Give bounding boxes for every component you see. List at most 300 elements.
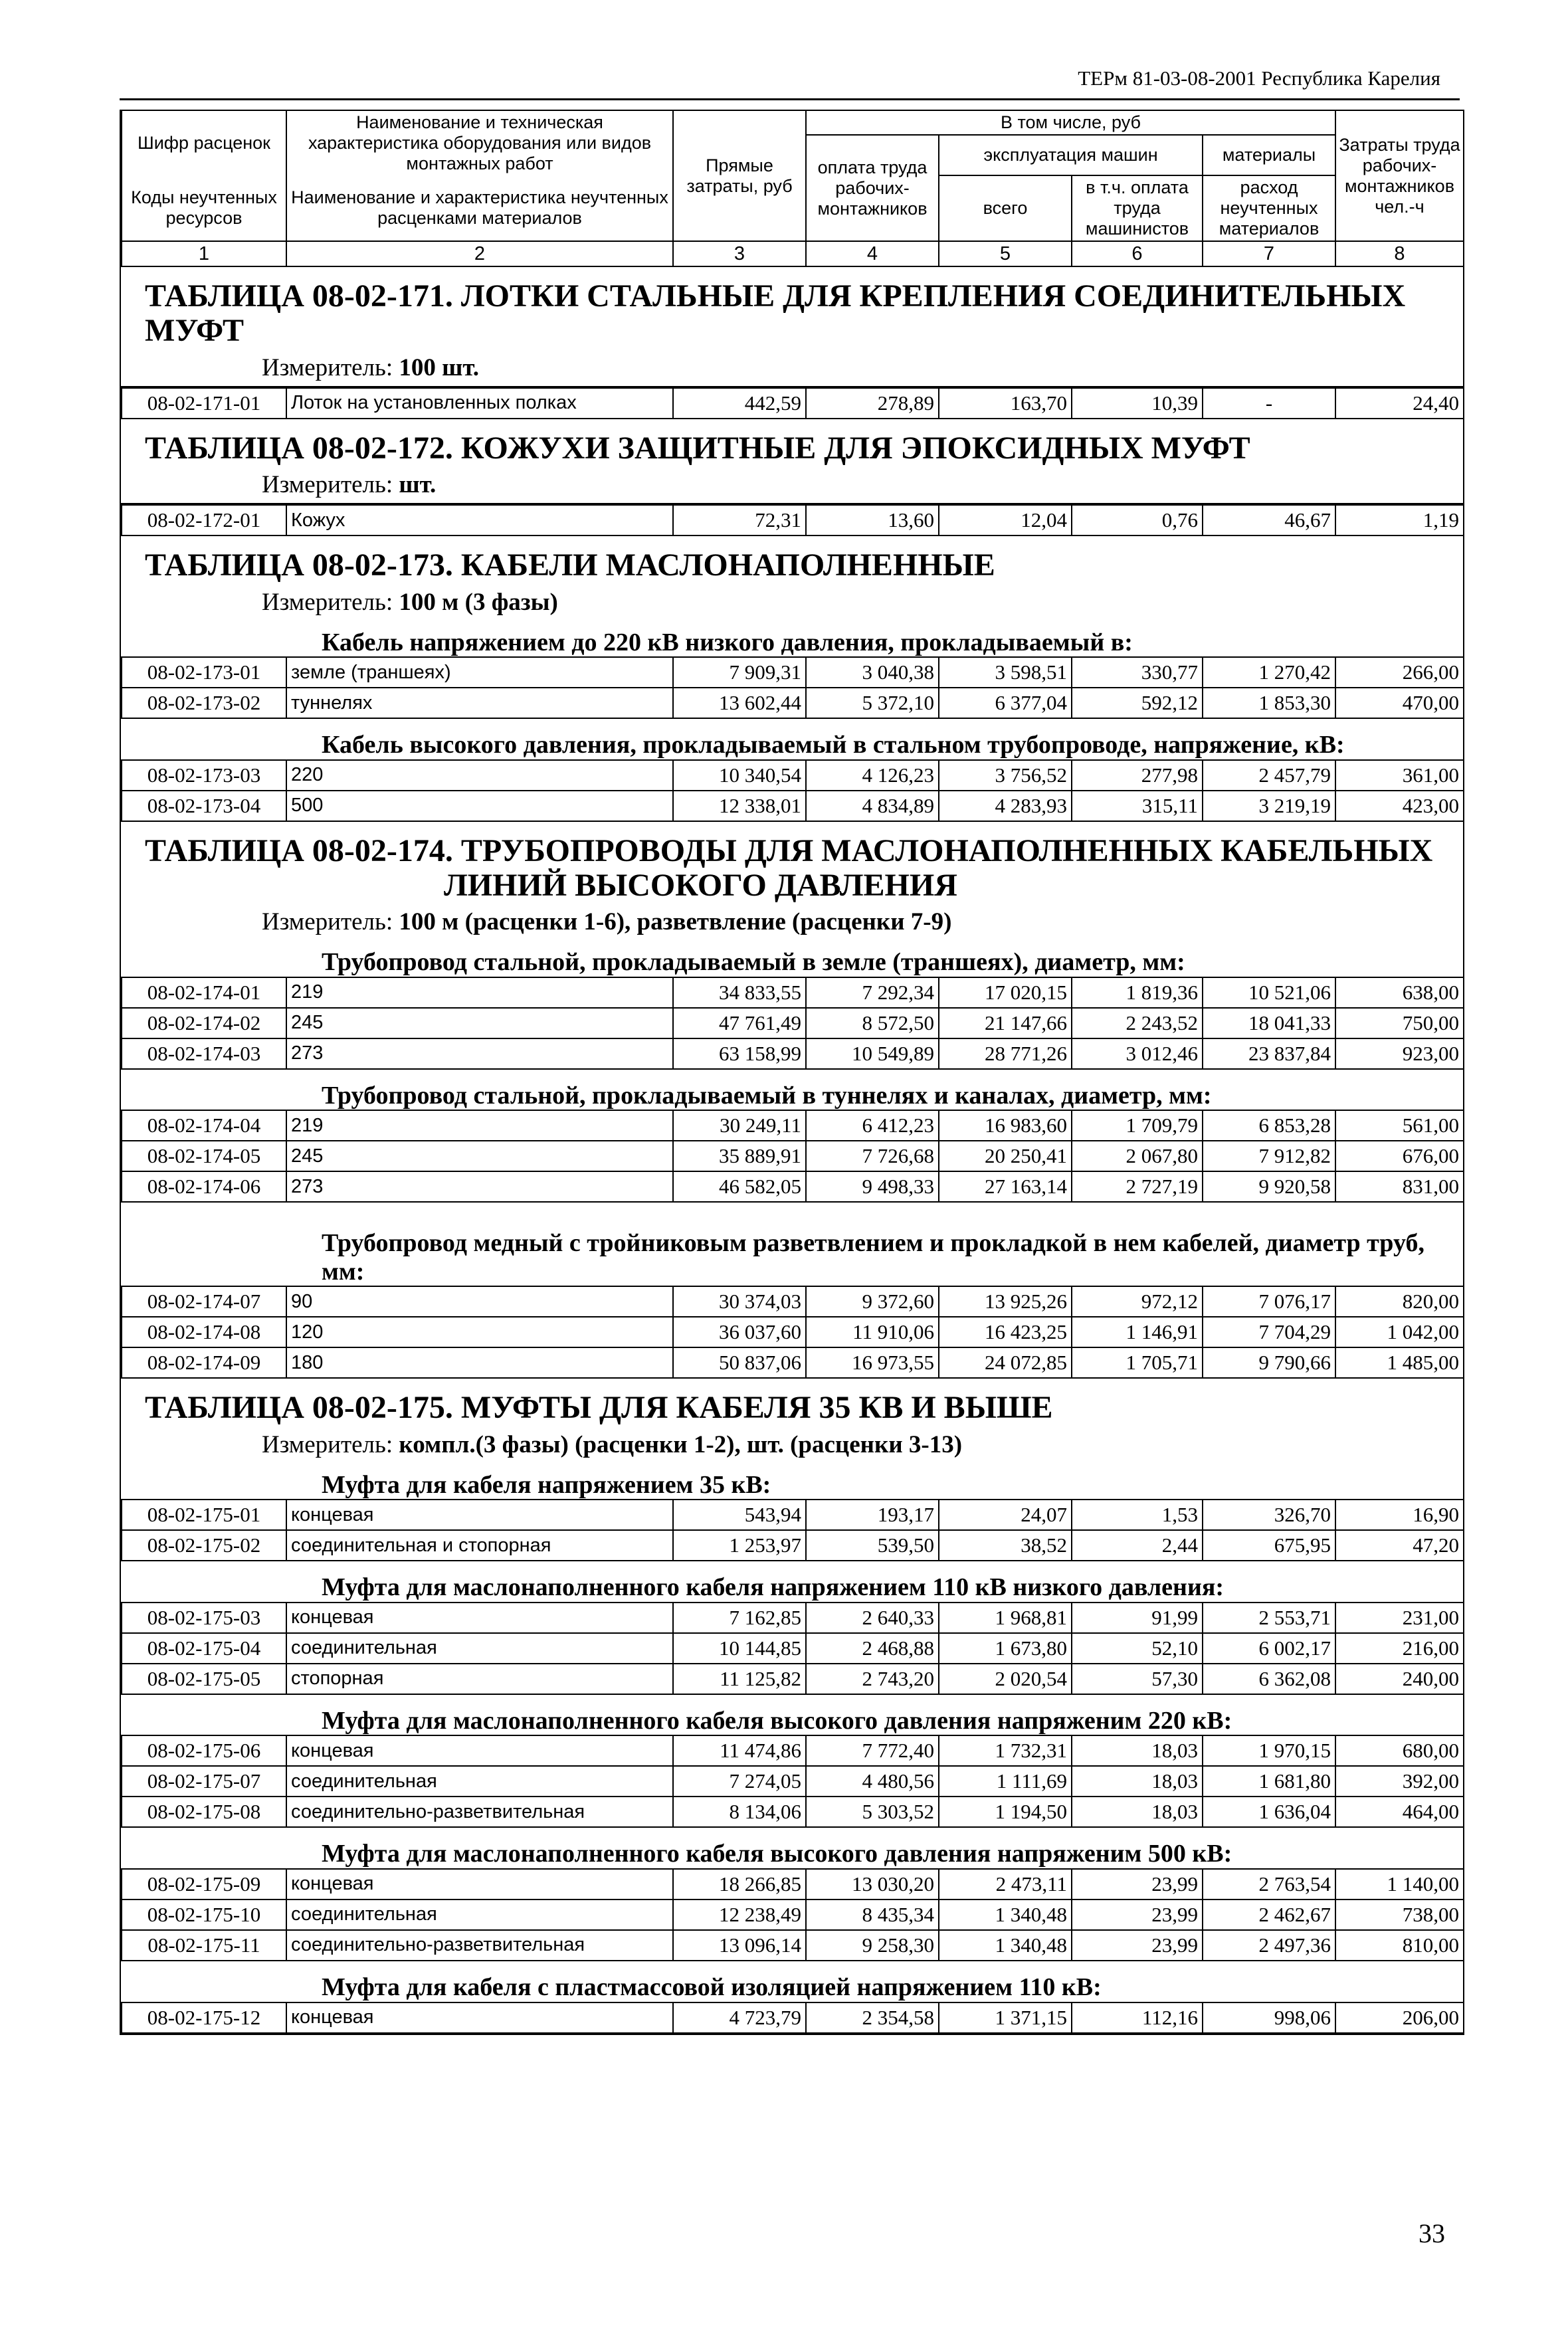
table-title-continuation: ЛИНИЙ ВЫСОКОГО ДАВЛЕНИЯ <box>444 867 957 903</box>
cell-value: 464,00 <box>1335 1797 1464 1827</box>
cell-value: 1 732,31 <box>939 1735 1072 1766</box>
cell-value: 27 163,14 <box>939 1171 1072 1202</box>
col-materials-unaccounted: расход неучтенных материалов <box>1203 175 1335 241</box>
cell-cipher: 08-02-175-11 <box>122 1930 286 1961</box>
cell-value: 539,50 <box>806 1530 939 1561</box>
cell-value: 6 377,04 <box>939 688 1072 718</box>
cell-cipher: 08-02-175-01 <box>122 1500 286 1530</box>
cell-value: 2 020,54 <box>939 1664 1072 1694</box>
cell-cipher: 08-02-175-07 <box>122 1766 286 1797</box>
table-section <box>121 419 1463 537</box>
cell-value: 1 968,81 <box>939 1603 1072 1633</box>
cell-name: 219 <box>286 1110 673 1141</box>
column-header <box>121 110 1464 267</box>
cell-value: 2,44 <box>1072 1530 1203 1561</box>
col-machinists-pay: в т.ч. оплата труда машинистов <box>1072 175 1203 241</box>
cell-value: 16 983,60 <box>939 1110 1072 1141</box>
rates-table <box>121 1499 1464 1561</box>
cell-value: 13 602,44 <box>673 688 806 718</box>
cell-value: 4 834,89 <box>806 791 939 821</box>
cell-value: 18 041,33 <box>1203 1008 1335 1038</box>
measure-unit <box>121 355 1463 382</box>
cell-cipher: 08-02-175-03 <box>122 1603 286 1633</box>
table-title-text: ТАБЛИЦА 08-02-171. ЛОТКИ СТАЛЬНЫЕ ДЛЯ КРЕПЛЕНИЯ СОЕДИНИТЕЛЬНЫХ МУФТ <box>145 278 1406 349</box>
measure-label: Измеритель: <box>262 588 393 616</box>
table-title-text: ТАБЛИЦА 08-02-172. КОЖУХИ ЗАЩИТНЫЕ ДЛЯ ЭПОКСИДНЫХ МУФТ <box>145 430 1250 466</box>
rates-table <box>121 1735 1464 1828</box>
measure-label: Измеритель: <box>262 471 393 499</box>
table-row <box>122 1633 1464 1664</box>
cell-value: 23,99 <box>1072 1869 1203 1900</box>
cell-value: 2 727,19 <box>1072 1171 1203 1202</box>
cell-value: 47 761,49 <box>673 1008 806 1038</box>
measure-label: Измеритель: <box>262 353 393 381</box>
table-row <box>122 760 1464 791</box>
cell-cipher: 08-02-173-02 <box>122 688 286 718</box>
col-labor-pay: оплата труда рабочих-монтажников <box>806 135 939 241</box>
col-name-materials: Наименование и характеристика неучтенных расценками материалов <box>286 175 673 241</box>
cell-value: 6 362,08 <box>1203 1664 1335 1694</box>
table-row <box>122 1500 1464 1530</box>
cell-value: 4 723,79 <box>673 2002 806 2033</box>
cell-value: 315,11 <box>1072 791 1203 821</box>
cell-value: 330,77 <box>1072 657 1203 688</box>
cell-value: 680,00 <box>1335 1735 1464 1766</box>
cell-value: 17 020,15 <box>939 977 1072 1008</box>
group-heading: Муфта для маслонаполненного кабеля высокого давления напряженим 220 кВ: <box>322 1706 1232 1735</box>
cell-value: 9 258,30 <box>806 1930 939 1961</box>
section-rule <box>121 382 1463 387</box>
cell-name: концевая <box>286 1869 673 1900</box>
cell-value: 2 763,54 <box>1203 1869 1335 1900</box>
cell-value: 13 925,26 <box>939 1286 1072 1317</box>
cell-name: концевая <box>286 1500 673 1530</box>
cell-value: 7 912,82 <box>1203 1141 1335 1171</box>
cell-cipher: 08-02-175-04 <box>122 1633 286 1664</box>
table-row <box>122 1869 1464 1900</box>
cell-value: 112,16 <box>1072 2002 1203 2033</box>
rates-table <box>121 387 1464 419</box>
cell-value: 3 598,51 <box>939 657 1072 688</box>
cell-value: 16 973,55 <box>806 1347 939 1378</box>
cell-value: 9 498,33 <box>806 1171 939 1202</box>
cell-value: 1 340,48 <box>939 1900 1072 1930</box>
table-row <box>122 1038 1464 1069</box>
cell-name: туннелях <box>286 688 673 718</box>
cell-value: - <box>1203 388 1335 419</box>
cell-value: 810,00 <box>1335 1930 1464 1961</box>
cell-value: 24,40 <box>1335 388 1464 419</box>
table-row <box>122 1797 1464 1827</box>
table-section <box>121 267 1463 419</box>
col-cipher: Шифр расценок <box>122 110 286 175</box>
cell-name: 180 <box>286 1347 673 1378</box>
table-title-text: ТАБЛИЦА 08-02-173. КАБЕЛИ МАСЛОНАПОЛНЕННЫЕ <box>145 547 995 583</box>
cell-value: 638,00 <box>1335 977 1464 1008</box>
table-row <box>122 1286 1464 1317</box>
cell-value: 12,04 <box>939 505 1072 536</box>
cell-value: 470,00 <box>1335 688 1464 718</box>
page-number: 33 <box>1419 2218 1445 2248</box>
cell-name: 245 <box>286 1008 673 1038</box>
cell-value: 7 162,85 <box>673 1603 806 1633</box>
cell-name: соединительная <box>286 1900 673 1930</box>
cell-value: 266,00 <box>1335 657 1464 688</box>
group-heading: Муфта для маслонаполненного кабеля высокого давления напряженим 500 кВ: <box>322 1840 1232 1868</box>
table-section <box>121 536 1463 822</box>
cell-value: 10 521,06 <box>1203 977 1335 1008</box>
table-row <box>122 388 1464 419</box>
measure-value: компл.(3 фазы) (расценки 1-2), шт. (расценки 3-13) <box>399 1431 963 1459</box>
cell-value: 11 910,06 <box>806 1317 939 1347</box>
cell-value: 423,00 <box>1335 791 1464 821</box>
cell-value: 23,99 <box>1072 1930 1203 1961</box>
cell-cipher: 08-02-173-04 <box>122 791 286 821</box>
col-number: 6 <box>1072 241 1203 266</box>
cell-value: 163,70 <box>939 388 1072 419</box>
cell-value: 20 250,41 <box>939 1141 1072 1171</box>
table-row <box>122 1930 1464 1961</box>
col-including: В том числе, руб <box>806 110 1335 135</box>
cell-value: 216,00 <box>1335 1633 1464 1664</box>
cell-value: 277,98 <box>1072 760 1203 791</box>
cell-cipher: 08-02-173-01 <box>122 657 286 688</box>
cell-value: 1 819,36 <box>1072 977 1203 1008</box>
cell-value: 10,39 <box>1072 388 1203 419</box>
cell-value: 923,00 <box>1335 1038 1464 1069</box>
col-materials: материалы <box>1203 135 1335 175</box>
measure-value: шт. <box>399 471 437 499</box>
col-machines-total: всего <box>939 175 1072 241</box>
cell-name: 500 <box>286 791 673 821</box>
cell-name: соединительная и стопорная <box>286 1530 673 1561</box>
table-title <box>121 279 1463 348</box>
rates-table <box>121 1602 1464 1695</box>
cell-value: 1 636,04 <box>1203 1797 1335 1827</box>
cell-value: 8 572,50 <box>806 1008 939 1038</box>
rates-table <box>121 1110 1464 1203</box>
cell-value: 11 474,86 <box>673 1735 806 1766</box>
cell-value: 1 709,79 <box>1072 1110 1203 1141</box>
cell-value: 12 338,01 <box>673 791 806 821</box>
cell-name: 219 <box>286 977 673 1008</box>
cell-value: 972,12 <box>1072 1286 1203 1317</box>
cell-value: 1 970,15 <box>1203 1735 1335 1766</box>
cell-value: 738,00 <box>1335 1900 1464 1930</box>
table-title <box>121 548 1463 583</box>
cell-value: 10 549,89 <box>806 1038 939 1069</box>
cell-name: 220 <box>286 760 673 791</box>
cell-value: 11 125,82 <box>673 1664 806 1694</box>
cell-value: 2 553,71 <box>1203 1603 1335 1633</box>
group-heading: Муфта для кабеля с пластмассовой изоляцией напряжением 110 кВ: <box>322 1973 1102 2001</box>
cell-value: 1 340,48 <box>939 1930 1072 1961</box>
cell-value: 3 756,52 <box>939 760 1072 791</box>
col-number: 5 <box>939 241 1072 266</box>
group-heading: Муфта для кабеля напряжением 35 кВ: <box>322 1470 771 1499</box>
cell-value: 9 790,66 <box>1203 1347 1335 1378</box>
cell-value: 1 270,42 <box>1203 657 1335 688</box>
cell-value: 831,00 <box>1335 1171 1464 1202</box>
table-row <box>122 1664 1464 1694</box>
cell-value: 10 144,85 <box>673 1633 806 1664</box>
cell-cipher: 08-02-171-01 <box>122 388 286 419</box>
cell-value: 231,00 <box>1335 1603 1464 1633</box>
cell-value: 8 134,06 <box>673 1797 806 1827</box>
cell-value: 9 920,58 <box>1203 1171 1335 1202</box>
rates-table <box>121 1286 1464 1379</box>
rates-table <box>121 759 1464 822</box>
cell-value: 7 726,68 <box>806 1141 939 1171</box>
cell-value: 998,06 <box>1203 2002 1335 2033</box>
cell-name: земле (траншеях) <box>286 657 673 688</box>
table-row <box>122 977 1464 1008</box>
measure-value: 100 шт. <box>399 353 480 381</box>
cell-cipher: 08-02-175-08 <box>122 1797 286 1827</box>
group-heading: Муфта для маслонаполненного кабеля напряжением 110 кВ низкого давления: <box>322 1573 1225 1602</box>
cell-value: 2 067,80 <box>1072 1141 1203 1171</box>
cell-value: 4 283,93 <box>939 791 1072 821</box>
cell-name: 90 <box>286 1286 673 1317</box>
sections-container <box>121 267 1463 2033</box>
cell-value: 1,53 <box>1072 1500 1203 1530</box>
cell-value: 46,67 <box>1203 505 1335 536</box>
table-row <box>122 505 1464 536</box>
cell-name: 273 <box>286 1038 673 1069</box>
cell-value: 63 158,99 <box>673 1038 806 1069</box>
cell-value: 1 673,80 <box>939 1633 1072 1664</box>
cell-name: концевая <box>286 1735 673 1766</box>
cell-value: 2 354,58 <box>806 2002 939 2033</box>
cell-value: 1 853,30 <box>1203 688 1335 718</box>
cell-name: 245 <box>286 1141 673 1171</box>
cell-name: соединительно-разветвительная <box>286 1930 673 1961</box>
cell-value: 4 480,56 <box>806 1766 939 1797</box>
cell-cipher: 08-02-174-07 <box>122 1286 286 1317</box>
cell-value: 23,99 <box>1072 1900 1203 1930</box>
table-row <box>122 657 1464 688</box>
cell-value: 46 582,05 <box>673 1171 806 1202</box>
cell-value: 57,30 <box>1072 1664 1203 1694</box>
group-heading: Трубопровод медный с тройниковым разветвлением и прокладкой в нем кабелей, диаметр труб, мм: <box>322 1229 1424 1286</box>
cell-value: 278,89 <box>806 388 939 419</box>
cell-name: концевая <box>286 2002 673 2033</box>
cell-value: 240,00 <box>1335 1664 1464 1694</box>
cell-value: 442,59 <box>673 388 806 419</box>
cell-value: 91,99 <box>1072 1603 1203 1633</box>
cell-value: 13,60 <box>806 505 939 536</box>
table-row <box>122 1110 1464 1141</box>
table-title-text: ТАБЛИЦА 08-02-174. ТРУБОПРОВОДЫ ДЛЯ МАСЛОНАПОЛНЕННЫХ КАБЕЛЬНЫХ <box>145 832 1433 868</box>
col-direct-costs: Прямые затраты, руб <box>673 110 806 241</box>
col-number: 4 <box>806 241 939 266</box>
cell-value: 12 238,49 <box>673 1900 806 1930</box>
cell-cipher: 08-02-174-08 <box>122 1317 286 1347</box>
cell-value: 2 243,52 <box>1072 1008 1203 1038</box>
col-number: 8 <box>1335 241 1464 266</box>
cell-name: Кожух <box>286 505 673 536</box>
cell-value: 21 147,66 <box>939 1008 1072 1038</box>
cell-value: 24 072,85 <box>939 1347 1072 1378</box>
measure-unit <box>121 589 1463 617</box>
cell-value: 5 372,10 <box>806 688 939 718</box>
cell-value: 1 111,69 <box>939 1766 1072 1797</box>
table-row <box>122 1900 1464 1930</box>
cell-value: 24,07 <box>939 1500 1072 1530</box>
table-row <box>122 1317 1464 1347</box>
rates-table <box>121 1868 1464 1961</box>
cell-value: 23 837,84 <box>1203 1038 1335 1069</box>
table-row <box>122 1735 1464 1766</box>
cell-value: 13 096,14 <box>673 1930 806 1961</box>
group-heading: Трубопровод стальной, прокладываемый в туннелях и каналах, диаметр, мм: <box>322 1081 1212 1110</box>
cell-cipher: 08-02-173-03 <box>122 760 286 791</box>
rates-table <box>121 656 1464 719</box>
cell-value: 2 640,33 <box>806 1603 939 1633</box>
cell-cipher: 08-02-174-09 <box>122 1347 286 1378</box>
document-header: ТЕРм 81-03-08-2001 Республика Карелия <box>1078 66 1440 90</box>
cell-value: 1 253,97 <box>673 1530 806 1561</box>
table-row <box>122 1603 1464 1633</box>
table-title <box>121 431 1463 466</box>
rates-table <box>121 504 1464 536</box>
cell-value: 16 423,25 <box>939 1317 1072 1347</box>
cell-value: 1,19 <box>1335 505 1464 536</box>
cell-value: 72,31 <box>673 505 806 536</box>
cell-value: 0,76 <box>1072 505 1203 536</box>
cell-value: 1 705,71 <box>1072 1347 1203 1378</box>
cell-value: 4 126,23 <box>806 760 939 791</box>
table-row <box>122 791 1464 821</box>
cell-cipher: 08-02-175-09 <box>122 1869 286 1900</box>
cell-value: 193,17 <box>806 1500 939 1530</box>
col-codes: Коды неучтенных ресурсов <box>122 175 286 241</box>
measure-label: Измеритель: <box>262 908 393 936</box>
cell-value: 392,00 <box>1335 1766 1464 1797</box>
cell-cipher: 08-02-175-10 <box>122 1900 286 1930</box>
table-row <box>122 1530 1464 1561</box>
table-row <box>122 1347 1464 1378</box>
cell-value: 2 743,20 <box>806 1664 939 1694</box>
cell-value: 675,95 <box>1203 1530 1335 1561</box>
group-heading: Кабель напряжением до 220 кВ низкого давления, прокладываемый в: <box>322 628 1133 656</box>
cell-value: 7 909,31 <box>673 657 806 688</box>
cell-value: 13 030,20 <box>806 1869 939 1900</box>
cell-value: 3 219,19 <box>1203 791 1335 821</box>
cell-cipher: 08-02-175-02 <box>122 1530 286 1561</box>
section-rule <box>121 499 1463 504</box>
cell-value: 1 681,80 <box>1203 1766 1335 1797</box>
measure-value: 100 м (3 фазы) <box>399 588 558 616</box>
measure-label: Измеритель: <box>262 1431 393 1459</box>
cell-value: 30 249,11 <box>673 1110 806 1141</box>
rates-table <box>121 2002 1464 2034</box>
cell-value: 820,00 <box>1335 1286 1464 1317</box>
cell-value: 52,10 <box>1072 1633 1203 1664</box>
col-number: 3 <box>673 241 806 266</box>
cell-value: 1 194,50 <box>939 1797 1072 1827</box>
table-row <box>122 688 1464 718</box>
cell-name: соединительная <box>286 1766 673 1797</box>
cell-cipher: 08-02-172-01 <box>122 505 286 536</box>
cell-value: 18,03 <box>1072 1766 1203 1797</box>
cell-cipher: 08-02-174-02 <box>122 1008 286 1038</box>
cell-value: 361,00 <box>1335 760 1464 791</box>
cell-value: 10 340,54 <box>673 760 806 791</box>
group-heading: Трубопровод стальной, прокладываемый в земле (траншеях), диаметр, мм: <box>322 948 1185 977</box>
cell-value: 592,12 <box>1072 688 1203 718</box>
table-section <box>121 822 1463 1379</box>
measure-value: 100 м (расценки 1-6), разветвление (расценки 7-9) <box>399 908 952 936</box>
cell-value: 3 040,38 <box>806 657 939 688</box>
cell-value: 5 303,52 <box>806 1797 939 1827</box>
cell-value: 35 889,91 <box>673 1141 806 1171</box>
table-title <box>121 1391 1463 1425</box>
col-machines: эксплуатация машин <box>939 135 1203 175</box>
cell-value: 543,94 <box>673 1500 806 1530</box>
cell-value: 7 076,17 <box>1203 1286 1335 1317</box>
col-labor-costs: Затраты труда рабочих-монтажников чел.-ч <box>1335 110 1464 241</box>
cell-value: 326,70 <box>1203 1500 1335 1530</box>
cell-value: 18,03 <box>1072 1735 1203 1766</box>
cell-value: 1 140,00 <box>1335 1869 1464 1900</box>
table-row <box>122 2002 1464 2033</box>
cell-value: 2 473,11 <box>939 1869 1072 1900</box>
table-row <box>122 1141 1464 1171</box>
cell-value: 16,90 <box>1335 1500 1464 1530</box>
cell-value: 2 462,67 <box>1203 1900 1335 1930</box>
cell-name: 120 <box>286 1317 673 1347</box>
cell-value: 47,20 <box>1335 1530 1464 1561</box>
cell-value: 18 266,85 <box>673 1869 806 1900</box>
col-number: 2 <box>286 241 673 266</box>
cell-value: 18,03 <box>1072 1797 1203 1827</box>
col-name: Наименование и техническая характеристика оборудования или видов монтажных работ <box>286 110 673 175</box>
cell-name: концевая <box>286 1603 673 1633</box>
price-table <box>120 110 1464 2035</box>
cell-value: 7 704,29 <box>1203 1317 1335 1347</box>
cell-value: 676,00 <box>1335 1141 1464 1171</box>
table-row <box>122 1008 1464 1038</box>
cell-name: стопорная <box>286 1664 673 1694</box>
cell-cipher: 08-02-175-06 <box>122 1735 286 1766</box>
table-row <box>122 1766 1464 1797</box>
cell-value: 7 292,34 <box>806 977 939 1008</box>
table-row <box>122 1171 1464 1202</box>
cell-value: 1 042,00 <box>1335 1317 1464 1347</box>
measure-unit <box>121 1432 1463 1459</box>
cell-value: 6 853,28 <box>1203 1110 1335 1141</box>
cell-value: 3 012,46 <box>1072 1038 1203 1069</box>
cell-cipher: 08-02-174-06 <box>122 1171 286 1202</box>
cell-value: 50 837,06 <box>673 1347 806 1378</box>
cell-value: 7 772,40 <box>806 1735 939 1766</box>
cell-cipher: 08-02-175-12 <box>122 2002 286 2033</box>
cell-cipher: 08-02-174-04 <box>122 1110 286 1141</box>
table-title-text: ТАБЛИЦА 08-02-175. МУФТЫ ДЛЯ КАБЕЛЯ 35 КВ И ВЫШЕ <box>145 1390 1053 1426</box>
cell-value: 561,00 <box>1335 1110 1464 1141</box>
cell-value: 7 274,05 <box>673 1766 806 1797</box>
cell-value: 2 468,88 <box>806 1633 939 1664</box>
cell-value: 2 497,36 <box>1203 1930 1335 1961</box>
table-section <box>121 1379 1463 2033</box>
cell-cipher: 08-02-174-05 <box>122 1141 286 1171</box>
cell-value: 1 146,91 <box>1072 1317 1203 1347</box>
cell-value: 2 457,79 <box>1203 760 1335 791</box>
cell-value: 206,00 <box>1335 2002 1464 2033</box>
cell-value: 9 372,60 <box>806 1286 939 1317</box>
group-heading: Кабель высокого давления, прокладываемый в стальном трубопроводе, напряжение, кВ: <box>322 731 1345 759</box>
